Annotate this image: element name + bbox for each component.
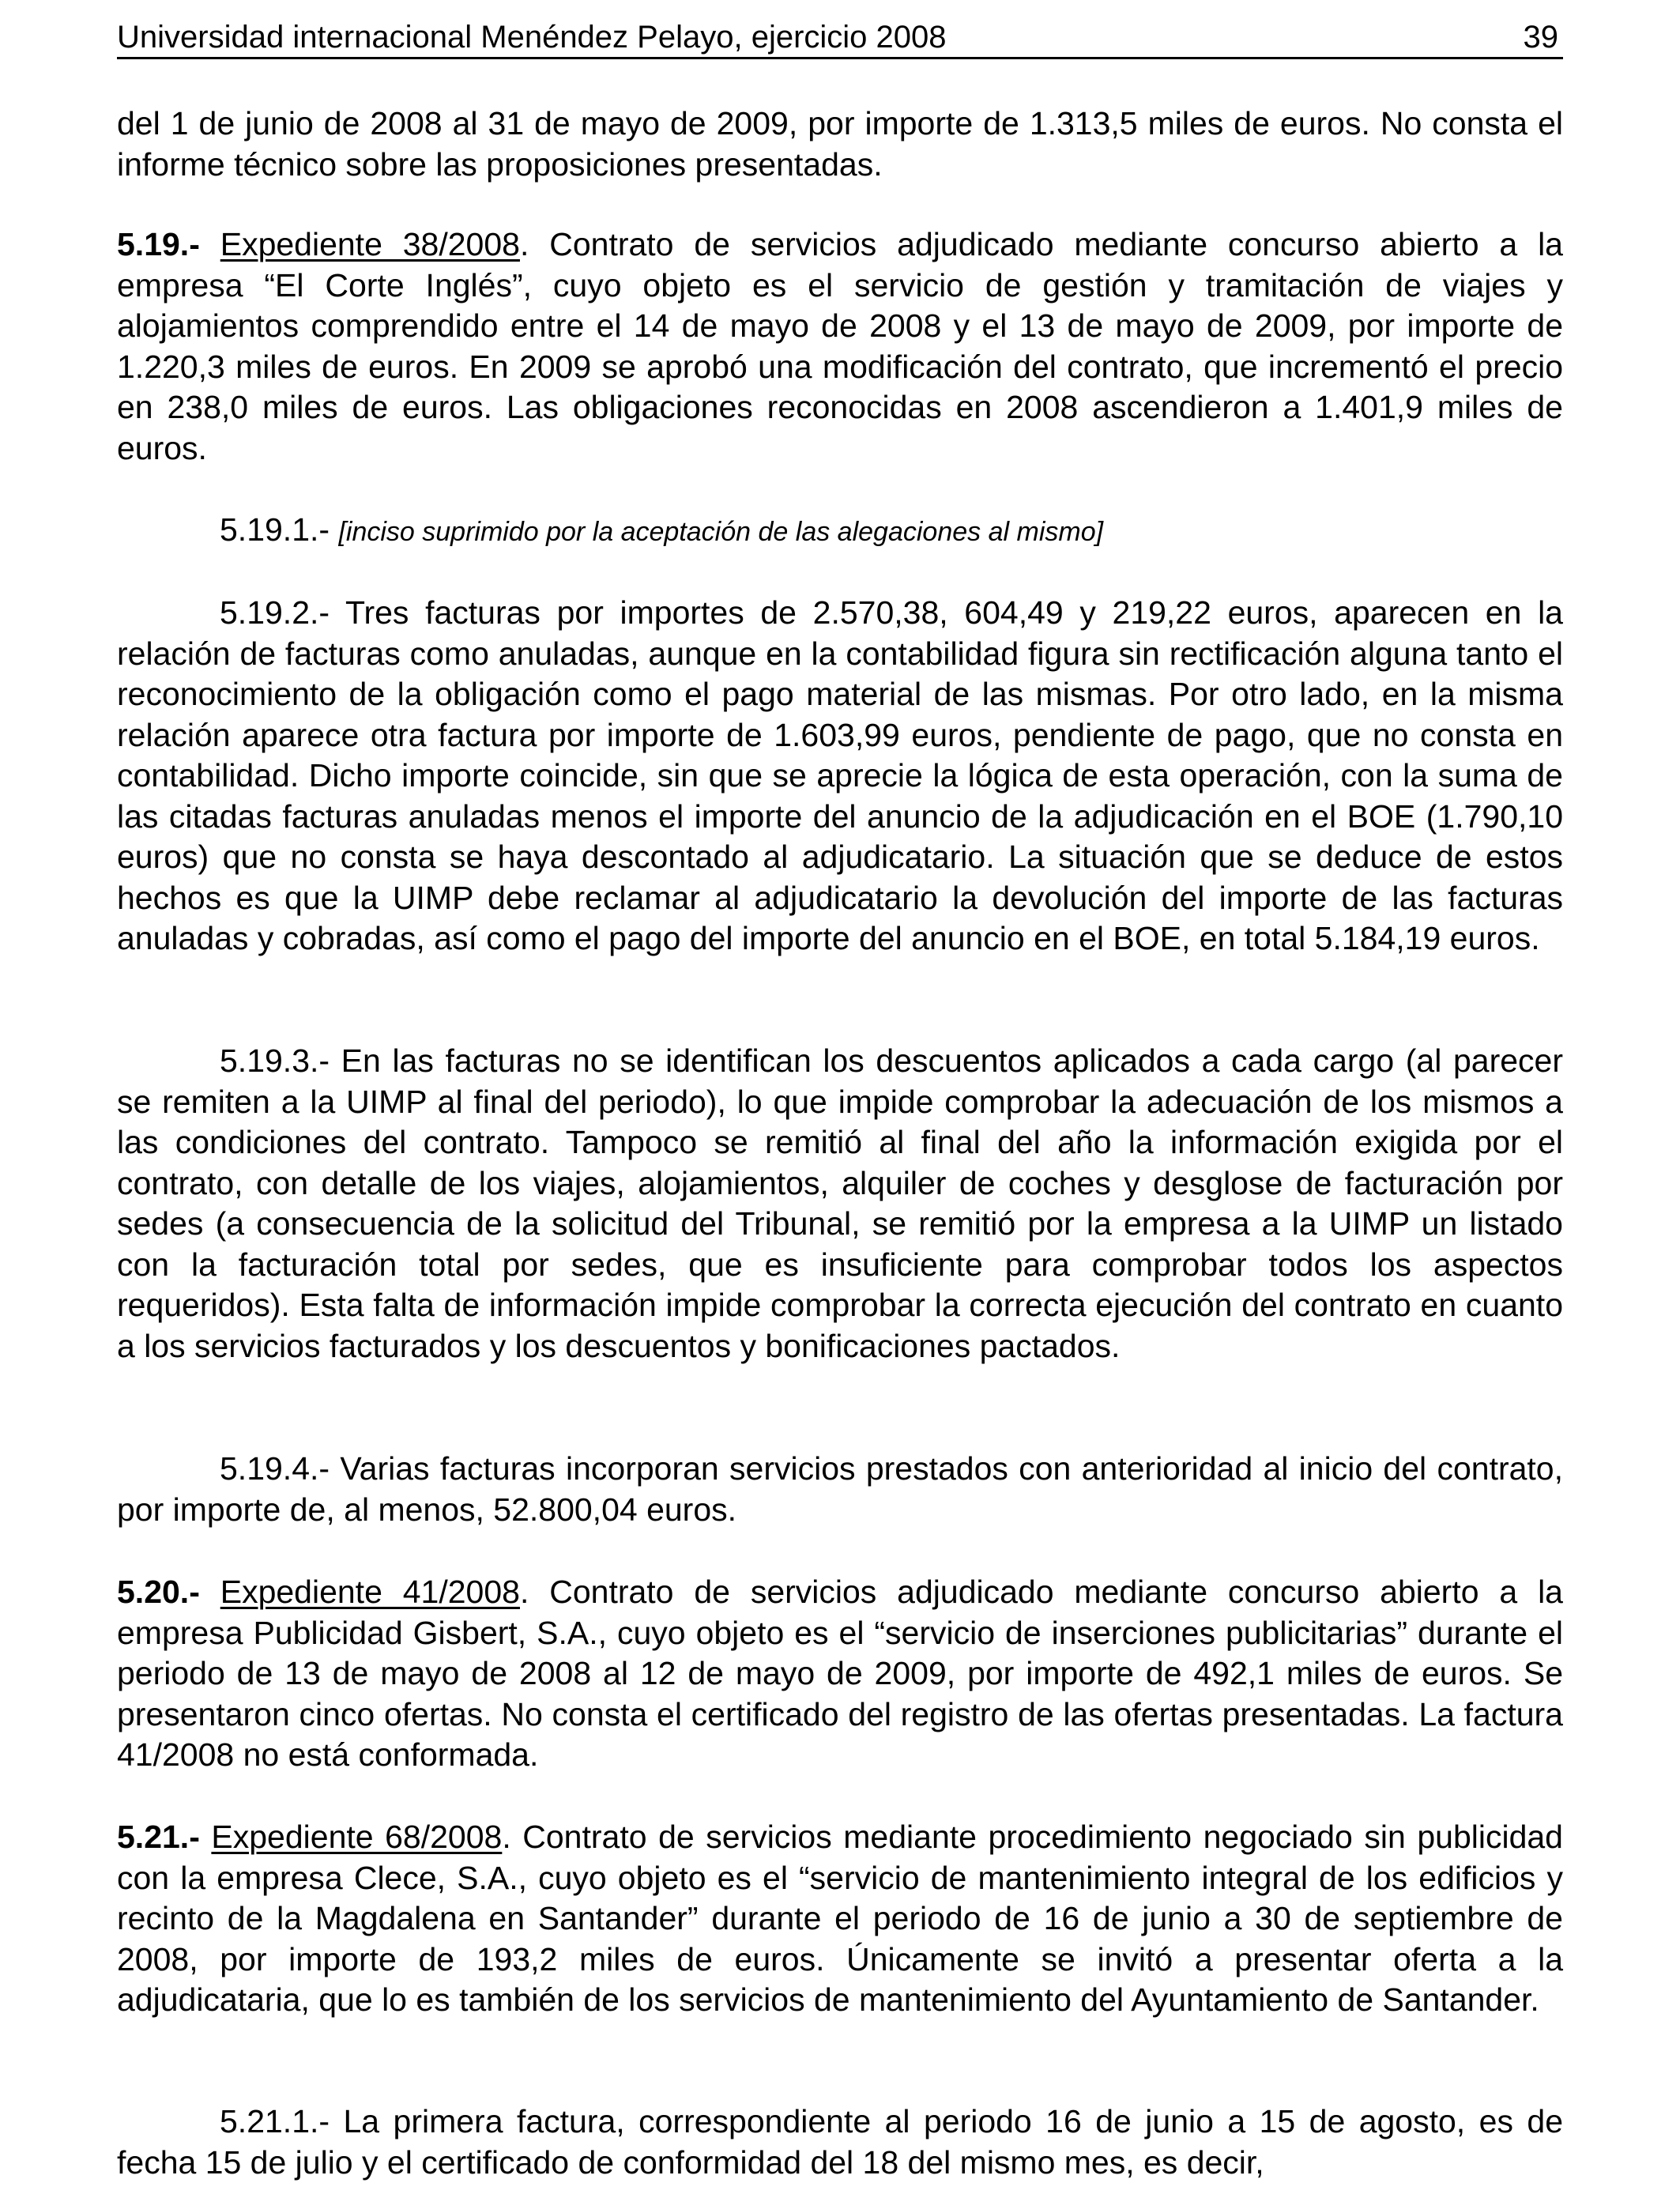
section-5-21 [117, 1817, 1563, 2021]
page-header [117, 17, 1563, 59]
section-5-20 [117, 1572, 1563, 1776]
section-text: . Contrato de servicios adjudicado mediante concurso abierto a la empresa “El Corte Inglés”, cuyo objeto es el servicio de gestión y tramitación de viajes y alojamientos comprendido entre el 14 de mayo de 2008 y el 13 de mayo de 2009, por importe de 1.220,3 miles de euros. En 2009 se aprobó una modificación del contrato, que incrementó el precio en 238,0 miles de euros. Las obligaciones reconocidas en 2008 ascendieron a 1.401,9 miles de euros. [117, 226, 1563, 466]
subsection-number: 5.19.1.- [220, 511, 330, 548]
section-number: 5.19.- [117, 226, 200, 262]
subsection-5-21-1: 5.21.1.- La primera factura, correspondiente al periodo 16 de junio a 15 de agosto, es de fecha 15 de julio y el certificado de conformidad del 18 del mismo mes, es decir, [117, 2103, 1563, 2181]
section-text: . Contrato de servicios adjudicado mediante concurso abierto a la empresa Publicidad Gisbert, S.A., cuyo objeto es el “servicio de inserciones publicitarias” durante el periodo de 13 de mayo de 2008 al 12 de mayo de 2009, por importe de 492,1 miles de euros. Se presentaron cinco ofertas. No consta el certificado del registro de las ofertas presentadas. La factura 41/2008 no está conformada. [117, 1574, 1563, 1773]
section-number: 5.20.- [117, 1574, 200, 1610]
page-number: 39 [1523, 20, 1558, 55]
header-title: Universidad internacional Menéndez Pelayo, ejercicio 2008 [117, 20, 947, 55]
paragraph-continuation: del 1 de junio de 2008 al 31 de mayo de 2009, por importe de 1.313,5 miles de euros. No consta el informe técnico sobre las proposiciones presentadas. [117, 105, 1563, 183]
section-text: . Contrato de servicios mediante procedimiento negociado sin publicidad con la empresa Clece, S.A., cuyo objeto es el “servicio de mantenimiento integral de los edificios y recinto de la Magdalena en Santander” durante el periodo de 16 de junio a 30 de septiembre de 2008, por importe de 193,2 miles de euros. Únicamente se invitó a presentar oferta a la adjudicataria, que lo es también de los servicios de mantenimiento del Ayuntamiento de Santander. [117, 1819, 1563, 2018]
expediente-reference: Expediente 38/2008 [220, 226, 520, 262]
section-number: 5.21.- [117, 1819, 200, 1855]
section-5-19 [117, 224, 1563, 469]
subsection-5-19-3: 5.19.3.- En las facturas no se identifican los descuentos aplicados a cada cargo (al parecer se remiten a la UIMP al final del periodo), lo que impide comprobar la adecuación de los mismos a las condiciones del contrato. Tampoco se remitió al final del año la información exigida por el contrato, con detalle de los viajes, alojamientos, alquiler de coches y desglose de facturación por sedes (a consecuencia de la solicitud del Tribunal, se remitió por la empresa a la UIMP un listado con la facturación total por sedes, que es insuficiente para comprobar todos los aspectos requeridos). Esta falta de información impide comprobar la correcta ejecución del contrato en cuanto a los servicios facturados y los descuentos y bonificaciones pactados. [117, 1042, 1563, 1364]
expediente-reference: Expediente 68/2008 [211, 1819, 503, 1855]
suppressed-note: [inciso suprimido por la aceptación de las alegaciones al mismo] [338, 517, 1104, 547]
expediente-reference: Expediente 41/2008 [220, 1574, 520, 1610]
subsection-5-19-1 [117, 510, 1563, 553]
subsection-5-19-2: 5.19.2.- Tres facturas por importes de 2.570,38, 604,49 y 219,22 euros, aparecen en la relación de facturas como anuladas, aunque en la contabilidad figura sin rectificación alguna tanto el reconocimiento de la obligación como el pago material de las mismas. Por otro lado, en la misma relación aparece otra factura por importe de 1.603,99 euros, pendiente de pago, que no consta en contabilidad. Dicho importe coincide, sin que se aprecie la lógica de esta operación, con la suma de las citadas facturas anuladas menos el importe del anuncio de la adjudicación en el BOE (1.790,10 euros) que no consta se haya descontado al adjudicatario. La situación que se deduce de estos hechos es que la UIMP debe reclamar al adjudicatario la devolución del importe de las facturas anuladas y cobradas, así como el pago del importe del anuncio en el BOE, en total 5.184,19 euros. [117, 594, 1563, 956]
subsection-5-19-4: 5.19.4.- Varias facturas incorporan servicios prestados con anterioridad al inicio del contrato, por importe de, al menos, 52.800,04 euros. [117, 1450, 1563, 1528]
